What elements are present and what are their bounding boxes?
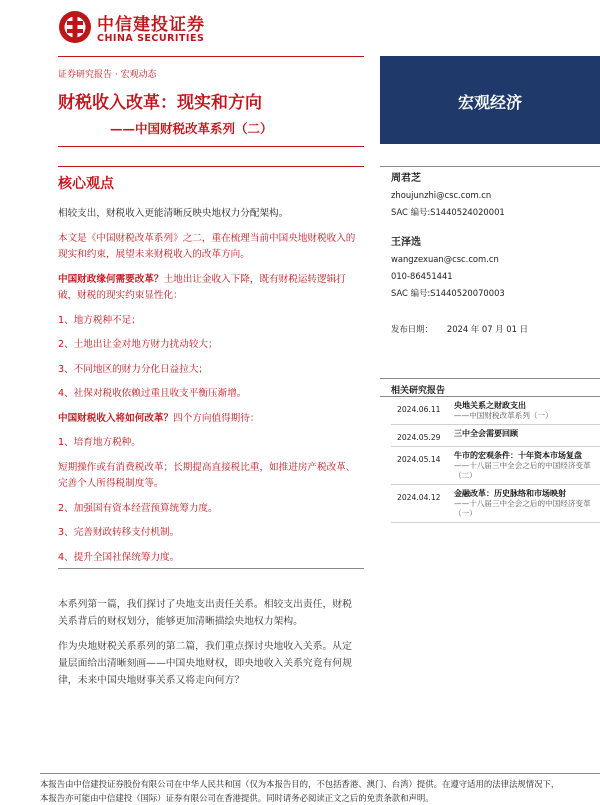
related-report-title: 央地关系之财政支出 — [454, 401, 526, 410]
question-2-title: 中国财税收入将如何改革？ — [58, 412, 174, 424]
related-report-title: 三中全会需要回顾 — [454, 429, 518, 438]
q2-item-detail: 短期操作或有消费税改革；长期提高直接税比重，如推进房产税改革、完善个人所得税制度等。 — [58, 461, 356, 489]
analyst-phone: 010-86451441 — [391, 271, 453, 281]
body-paragraph-1: 本系列第一篇，我们探讨了央地支出责任关系。相较支出责任，财税关系背后的财权划分，能够更加清晰描绘央地权力架构。 — [58, 599, 352, 627]
related-report-subtitle: ——中国财税改革系列（一） — [454, 411, 553, 420]
publish-label: 发布日期： — [391, 324, 433, 334]
sector-label: 宏观经济 — [457, 93, 522, 112]
related-divider — [380, 378, 600, 379]
q1-item: 3、不同地区的财力分化日益拉大； — [58, 363, 209, 375]
analyst-name: 王泽选 — [391, 237, 421, 248]
related-report-date: 2024.06.11 — [397, 405, 441, 414]
keypoint-bottom-divider — [58, 568, 364, 569]
related-reports-list — [391, 397, 600, 523]
analyst-sac: SAC 编号:S1440520070003 — [391, 288, 505, 298]
related-report-date: 2024.04.12 — [397, 493, 441, 502]
q2-item: 2、加强国有资本经营预算统筹力度。 — [58, 502, 218, 514]
disclaimer-line: 本报告亦可能由中信建投（国际）证券有限公司在香港提供。同时请务必阅读正文之后的免责条款和声明。 — [40, 793, 434, 803]
body-text — [58, 596, 360, 697]
body-paragraph-2: 作为央地财税关系系列的第二篇，我们重点探讨央地收入关系。从定量层面给出清晰刻画——中国央地财权，即央地收入关系究竟有何规律，未来中国央地财事关系又将走向何方？ — [58, 641, 352, 686]
related-report-title: 牛市的宏观条件：十年资本市场复盘 — [454, 451, 582, 460]
question-1-text: 土地出让金收入下降，既有财税运转逻辑打破，财税的现实约束显性化： — [58, 273, 346, 301]
key-points-title: 核心观点 — [58, 176, 114, 192]
related-report-date: 2024.05.14 — [397, 455, 441, 464]
company-logo-icon — [58, 10, 92, 44]
question-2-text: 四个方向值得期待： — [173, 412, 260, 424]
q1-item: 1、地方税种不足； — [58, 314, 141, 326]
related-report-item[interactable] — [391, 485, 600, 523]
key-points-section — [58, 173, 360, 574]
q1-item: 4、社保对税收依赖过重且收支平衡压渐增。 — [58, 388, 247, 399]
related-report-subtitle: ——十八届三中全会之后的中国经济变革（二） — [454, 461, 591, 480]
title-divider — [58, 146, 364, 147]
analyst-name: 周君芝 — [391, 173, 421, 184]
related-report-item[interactable] — [391, 397, 600, 425]
footer-divider — [40, 773, 600, 774]
q2-item: 1、培育地方税种。 — [58, 437, 141, 448]
analyst-sac: SAC 编号:S1440524020001 — [391, 207, 505, 217]
disclaimer-footer — [40, 777, 600, 805]
related-report-item[interactable] — [391, 447, 600, 485]
logo-chinese-text: 中信建投证券 — [97, 15, 205, 35]
related-report-title: 金融改革：历史脉络和市场映射 — [454, 489, 566, 498]
page-title: 财税收入改革：现实和方向 — [58, 93, 262, 113]
question-1-title: 中国财政缘何需要改革？ — [58, 273, 164, 285]
analyst-email[interactable]: zhoujunzhi@csc.com.cn — [391, 190, 492, 200]
question-1 — [58, 272, 360, 305]
analyst-email[interactable]: wangzexuan@csc.com.cn — [391, 254, 499, 264]
keypoint-divider — [58, 166, 364, 167]
analyst-divider — [380, 166, 600, 167]
disclaimer-line: 本报告由中信建投证券股份有限公司在中华人民共和国（仅为本报告目的，不包括香港、澳门、台湾）提供。在遵守适用的法律法规情况下， — [40, 779, 560, 789]
q2-item: 3、完善财政转移支付机制。 — [58, 527, 180, 538]
related-report-date: 2024.05.29 — [397, 433, 441, 442]
question-2 — [58, 411, 360, 428]
publish-date — [391, 321, 596, 338]
report-type: 证券研究报告 · 宏观动态 — [58, 70, 157, 80]
page-subtitle: ——中国财税改革系列（二） — [110, 121, 273, 136]
related-reports-title: 相关研究报告 — [391, 386, 446, 396]
q2-item: 4、提升全国社保统筹力度。 — [58, 551, 180, 563]
publish-date-value: 2024 年 07 月 01 日 — [446, 324, 528, 334]
q1-item: 2、土地出让金对地方财力扰动较大； — [58, 339, 218, 350]
key-point-intro-2: 本文是《中国财税改革系列》之二，重在梳理当前中国央地财税收入的现实和约束，展望未来财税收入的改革方向。 — [58, 232, 356, 260]
header-divider — [58, 56, 364, 57]
related-report-item[interactable] — [391, 425, 600, 447]
analyst-info — [391, 170, 596, 338]
related-report-subtitle: ——十八届三中全会之后的中国经济变革（一） — [454, 499, 591, 518]
key-point-intro-1: 相较支出，财税收入更能清晰反映央地权力分配架构。 — [58, 208, 289, 219]
logo-english-text: CHINA SECURITIES — [97, 33, 205, 44]
